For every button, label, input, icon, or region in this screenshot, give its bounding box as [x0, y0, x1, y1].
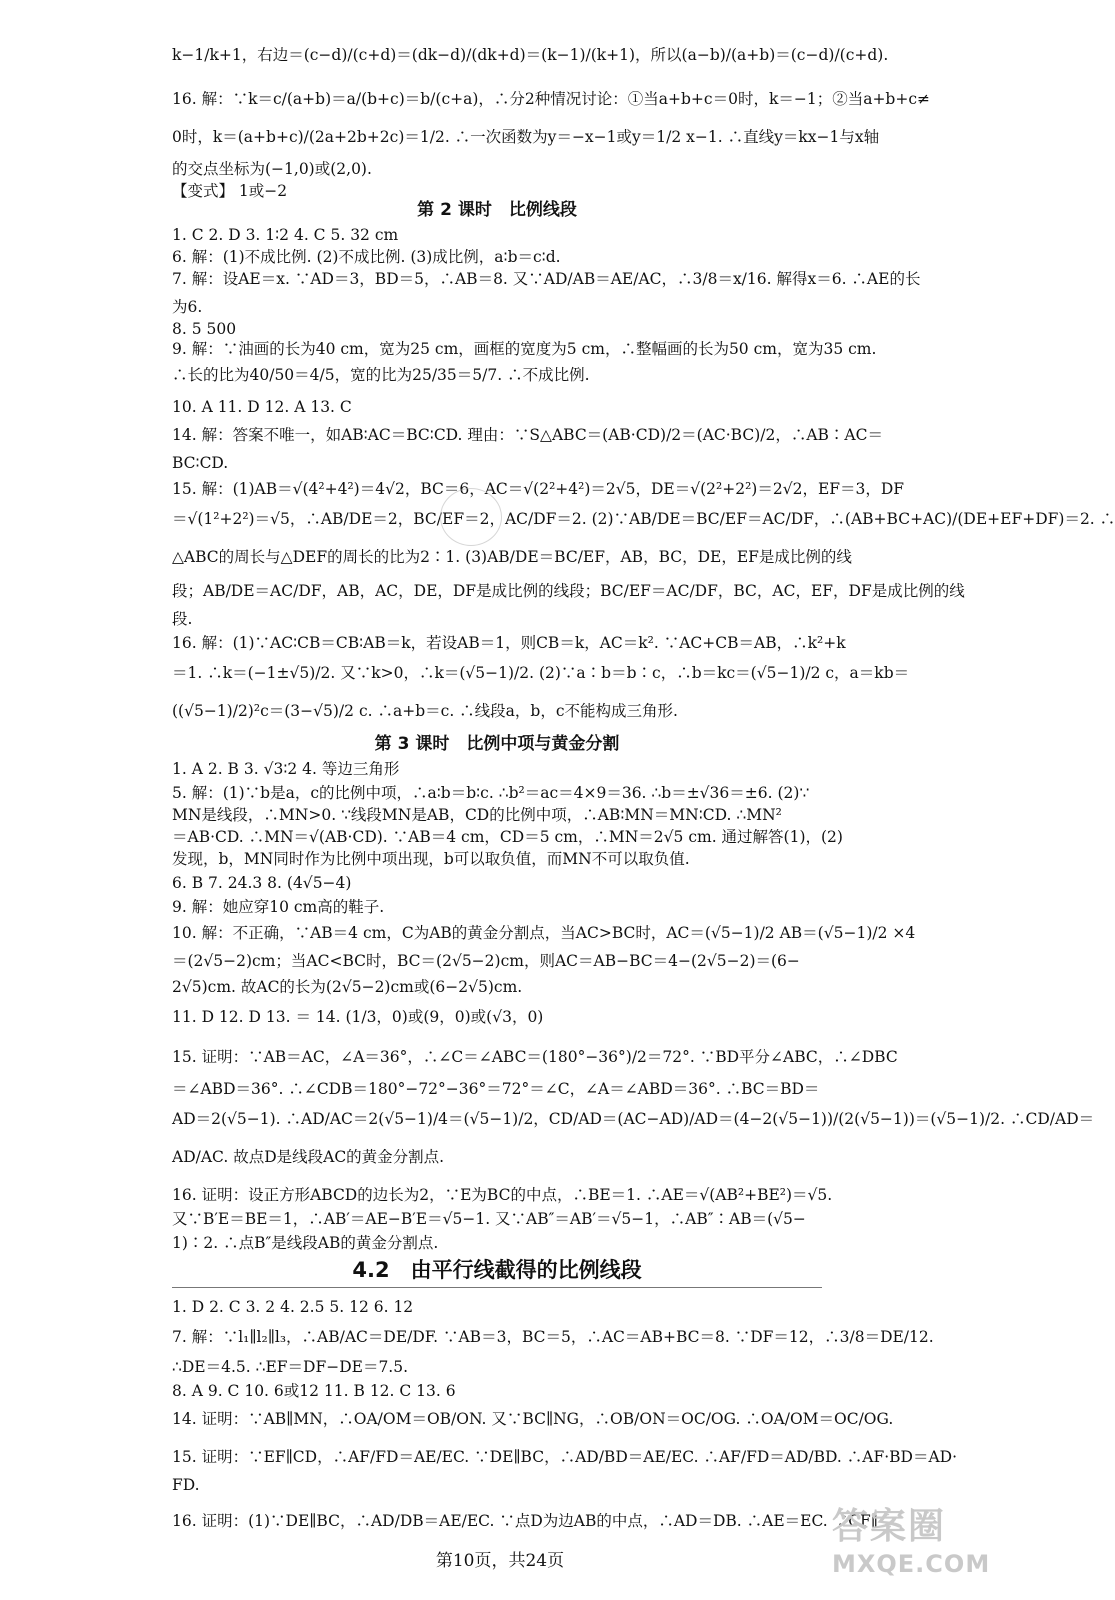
- text-line: 16. 解：∵k＝c/(a+b)＝a/(b+c)＝b/(c+a)，∴分2种情况讨论：①当a+b+c＝0时，k＝−1；②当a+b+c≠: [172, 90, 931, 108]
- text-line: 15. 证明：∵EF∥CD，∴AF/FD＝AE/EC. ∵DE∥BC，∴AD/BD＝AE/EC. ∴AF/FD＝AD/BD. ∴AF·BD＝AD·: [172, 1448, 958, 1466]
- text-line: ＝AB·CD. ∴MN＝√(AB·CD). ∵AB＝4 cm，CD＝5 cm，∴MN＝2√5 cm. 通过解答(1)，(2): [172, 828, 843, 846]
- text-line: 又∵B′E＝BE＝1，∴AB′＝AE−B′E＝√5−1. 又∵AB″＝AB′＝√5−1，∴AB″∶AB＝(√5−: [172, 1210, 806, 1228]
- text-line: 为6.: [172, 298, 203, 316]
- text-line: ＝(2√5−2)cm；当AC<BC时，BC＝(2√5−2)cm，则AC＝AB−BC＝4−(2√5−2)＝(6−: [172, 952, 800, 970]
- text-line: 7. 解：∵l₁∥l₂∥l₃，∴AB/AC＝DE/DF. ∵AB＝3，BC＝5，∴AC＝AB+BC＝8. ∵DF＝12，∴3/8＝DE/12.: [172, 1328, 934, 1346]
- text-line: 8. 5 500: [172, 320, 237, 338]
- text-line: 1. A 2. B 3. √3∶2 4. 等边三角形: [172, 760, 400, 778]
- text-line: 14. 解：答案不唯一，如AB∶AC＝BC∶CD. 理由：∵S△ABC＝(AB·CD)/2＝(AC·BC)/2，∴AB∶AC＝: [172, 426, 883, 444]
- text-line: △ABC的周长与△DEF的周长的比为2∶1. (3)AB/DE＝BC/EF，AB，BC，DE，EF是成比例的线: [172, 548, 852, 566]
- page-footer: 第10页，共24页: [435, 1551, 565, 1571]
- text-line: FD.: [172, 1476, 200, 1494]
- text-line: 1)∶2. ∴点B″是线段AB的黄金分割点.: [172, 1234, 439, 1252]
- text-line: ＝∠ABD＝36°. ∴∠CDB＝180°−72°−36°＝72°＝∠C，∠A＝∠ABD＝36°. ∴BC＝BD＝: [172, 1080, 820, 1098]
- text-line: MN是线段，∴MN>0. ∵线段MN是AB，CD的比例中项，∴AB∶MN＝MN∶CD. ∴MN²: [172, 806, 782, 824]
- text-line: 1. D 2. C 3. 2 4. 2.5 5. 12 6. 12: [172, 1298, 414, 1316]
- text-line: 2√5)cm. 故AC的长为(2√5−2)cm或(6−2√5)cm.: [172, 978, 523, 996]
- text-line: 15. 证明：∵AB＝AC，∠A＝36°，∴∠C＝∠ABC＝(180°−36°)/2＝72°. ∵BD平分∠ABC，∴∠DBC: [172, 1048, 898, 1066]
- text-line: ＝√(1²+2²)＝√5，∴AB/DE＝2，BC/EF＝2，AC/DF＝2. (2)∵AB/DE＝BC/EF＝AC/DF，∴(AB+BC+AC)/(DE+EF+DF)＝2. ∴: [172, 510, 1115, 528]
- text-line: 11. D 12. D 13. ＝ 14. (1/3，0)或(9，0)或(√3，0): [172, 1008, 544, 1026]
- text-line: 8. A 9. C 10. 6或12 11. B 12. C 13. 6: [172, 1382, 456, 1400]
- text-line: 15. 解：(1)AB＝√(4²+4²)＝4√2，BC＝6，AC＝√(2²+4²)＝2√5，DE＝√(2²+2²)＝2√2，EF＝3，DF: [172, 480, 905, 498]
- lesson-heading: 第 2 课时 比例线段: [417, 200, 577, 220]
- text-line: ∴长的比为40/50＝4/5，宽的比为25/35＝5/7. ∴不成比例.: [172, 366, 590, 384]
- text-line: 0时，k＝(a+b+c)/(2a+2b+2c)＝1/2. ∴一次函数为y＝−x−1或y＝1/2 x−1. ∴直线y＝kx−1与x轴: [172, 128, 880, 146]
- text-line: 段；AB/DE＝AC/DF，AB，AC，DE，DF是成比例的线段；BC/EF＝AC/DF，BC，AC，EF，DF是成比例的线: [172, 582, 965, 600]
- text-line: 6. 解：(1)不成比例. (2)不成比例. (3)成比例，a∶b＝c∶d.: [172, 248, 561, 266]
- text-line: 16. 证明：(1)∵DE∥BC，∴AD/DB＝AE/EC. ∵点D为边AB的中点，∴AD＝DB. ∴AE＝EC. ∵CF∥: [172, 1512, 878, 1530]
- text-line: 段.: [172, 610, 193, 628]
- text-line: 10. A 11. D 12. A 13. C: [172, 398, 352, 416]
- watermark-logo: [832, 1505, 1000, 1600]
- lesson-heading: 第 3 课时 比例中项与黄金分割: [374, 734, 620, 754]
- text-line: 9. 解：∵油画的长为40 cm，宽为25 cm，画框的宽度为5 cm，∴整幅画的长为50 cm，宽为35 cm.: [172, 340, 877, 358]
- text-line: 的交点坐标为(−1,0)或(2,0).: [172, 160, 372, 178]
- text-line: 【变式】 1或−2: [172, 182, 288, 200]
- text-line: 发现，b，MN同时作为比例中项出现，b可以取负值，而MN不可以取负值.: [172, 850, 690, 868]
- watermark-title: 答案圈: [832, 1506, 947, 1547]
- section-heading: 4.2 由平行线截得的比例线段: [352, 1258, 642, 1282]
- text-line: 16. 解：(1)∵AC∶CB＝CB∶AB＝k，若设AB＝1，则CB＝k，AC＝k². ∵AC+CB＝AB，∴k²+k: [172, 634, 846, 652]
- text-line: 6. B 7. 24.3 8. (4√5−4): [172, 874, 352, 892]
- section-divider: [172, 1287, 822, 1288]
- text-line: 10. 解：不正确，∵AB＝4 cm，C为AB的黄金分割点，当AC>BC时，AC＝(√5−1)/2 AB＝(√5−1)/2 ×4: [172, 924, 916, 942]
- stamp-seal-icon: [440, 488, 502, 546]
- text-line: 5. 解：(1)∵b是a，c的比例中项，∴a∶b＝b∶c. ∴b²＝ac＝4×9＝36. ∴b＝±√36＝±6. (2)∵: [172, 784, 810, 802]
- text-line: ∴DE＝4.5. ∴EF＝DF−DE＝7.5.: [172, 1358, 409, 1376]
- text-line: AD/AC. 故点D是线段AC的黄金分割点.: [172, 1148, 445, 1166]
- watermark-url: MXQE.COM: [832, 1550, 991, 1578]
- text-line: 16. 证明：设正方形ABCD的边长为2，∵E为BC的中点，∴BE＝1. ∴AE＝√(AB²+BE²)＝√5.: [172, 1186, 833, 1204]
- text-line: 9. 解：她应穿10 cm高的鞋子.: [172, 898, 385, 916]
- text-line: 7. 解：设AE＝x. ∵AD＝3，BD＝5，∴AB＝8. 又∵AD/AB＝AE/AC，∴3/8＝x/16. 解得x＝6. ∴AE的长: [172, 270, 921, 288]
- text-line: AD＝2(√5−1). ∴AD/AC＝2(√5−1)/4＝(√5−1)/2，CD/AD＝(AC−AD)/AD＝(4−2(√5−1))/(2(√5−1))＝(√5−1)/2. ∴CD/AD＝: [172, 1110, 1095, 1128]
- text-line: ((√5−1)/2)²c＝(3−√5)/2 c. ∴a+b＝c. ∴线段a，b，c不能构成三角形.: [172, 702, 678, 720]
- text-line: ＝1. ∴k＝(−1±√5)/2. 又∵k>0，∴k＝(√5−1)/2. (2)∵a∶b＝b∶c，∴b＝kc＝(√5−1)/2 c，a＝kb＝: [172, 664, 910, 682]
- text-line: 1. C 2. D 3. 1∶2 4. C 5. 32 cm: [172, 226, 399, 244]
- text-line: BC∶CD.: [172, 454, 229, 472]
- text-line: 14. 证明：∵AB∥MN，∴OA/OM＝OB/ON. 又∵BC∥NG，∴OB/ON＝OC/OG. ∴OA/OM＝OC/OG.: [172, 1410, 894, 1428]
- text-line: k−1/k+1，右边＝(c−d)/(c+d)＝(dk−d)/(dk+d)＝(k−1)/(k+1)，所以(a−b)/(a+b)＝(c−d)/(c+d).: [172, 46, 889, 64]
